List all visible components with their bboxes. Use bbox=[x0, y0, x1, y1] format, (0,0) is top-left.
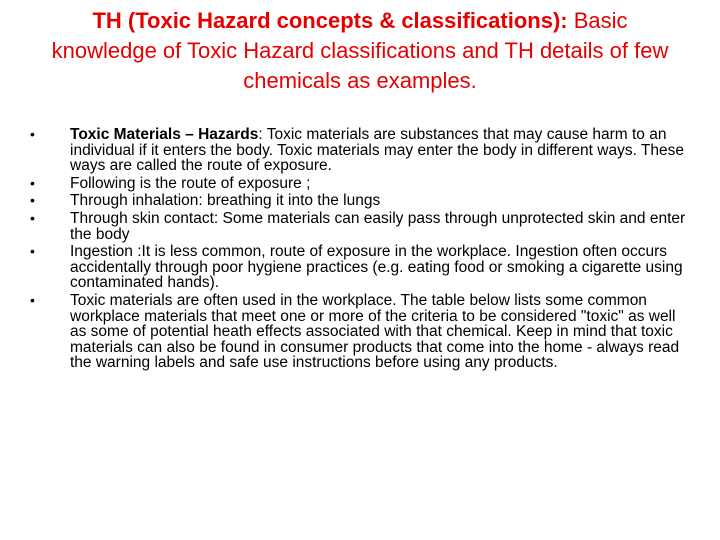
bullet-icon: • bbox=[30, 126, 35, 142]
bullet-item-toxic-materials bbox=[30, 127, 690, 174]
bullet-icon: • bbox=[30, 243, 35, 260]
bullet-icon: • bbox=[30, 174, 35, 191]
bullet-icon: • bbox=[30, 192, 35, 209]
bullet-text: Ingestion :It is less common, route of exposure in the workplace. Ingestion often occurs accidentally through poor hygiene practices (e.g. eating food or smoking a cigarette using contaminated hands). bbox=[70, 243, 683, 292]
bullet-list bbox=[30, 127, 690, 373]
bullet-text: Toxic materials are often used in the workplace. The table below lists some common workplace materials that meet one or more of the criteria to be considered "toxic" as well as some of potential heath effects associated with that chemical. Keep in mind that toxic materials can also be found in consumer products that come into the home - always read the warning labels and safe use instructions before using any products. bbox=[70, 291, 680, 372]
bullet-lead-text: Toxic Materials – Hazards bbox=[70, 126, 259, 143]
bullet-item-workplace-materials bbox=[30, 293, 690, 371]
title-rest-part: Basic knowledge of Toxic Hazard classifications and TH details of few chemicals as examples. bbox=[51, 8, 669, 93]
bullet-text: Through skin contact: Some materials can easily pass through unprotected skin and enter the body bbox=[70, 209, 686, 243]
title-bold-part: TH (Toxic Hazard concepts & classifications): bbox=[92, 8, 568, 33]
bullet-item-route-of-exposure bbox=[30, 176, 690, 192]
bullet-item-skin-contact bbox=[30, 211, 690, 242]
slide-title bbox=[40, 6, 680, 96]
bullet-item-inhalation bbox=[30, 193, 690, 209]
bullet-text: : Toxic materials are substances that may cause harm to an individual if it enters the body. Toxic materials may enter the body in different ways. These ways are called the route of exposure. bbox=[70, 126, 685, 175]
bullet-item-ingestion bbox=[30, 244, 690, 291]
bullet-icon: • bbox=[30, 291, 35, 308]
bullet-text: Through inhalation: breathing it into the lungs bbox=[70, 192, 381, 210]
bullet-icon: • bbox=[30, 209, 35, 226]
bullet-text: Following is the route of exposure ; bbox=[70, 174, 311, 192]
